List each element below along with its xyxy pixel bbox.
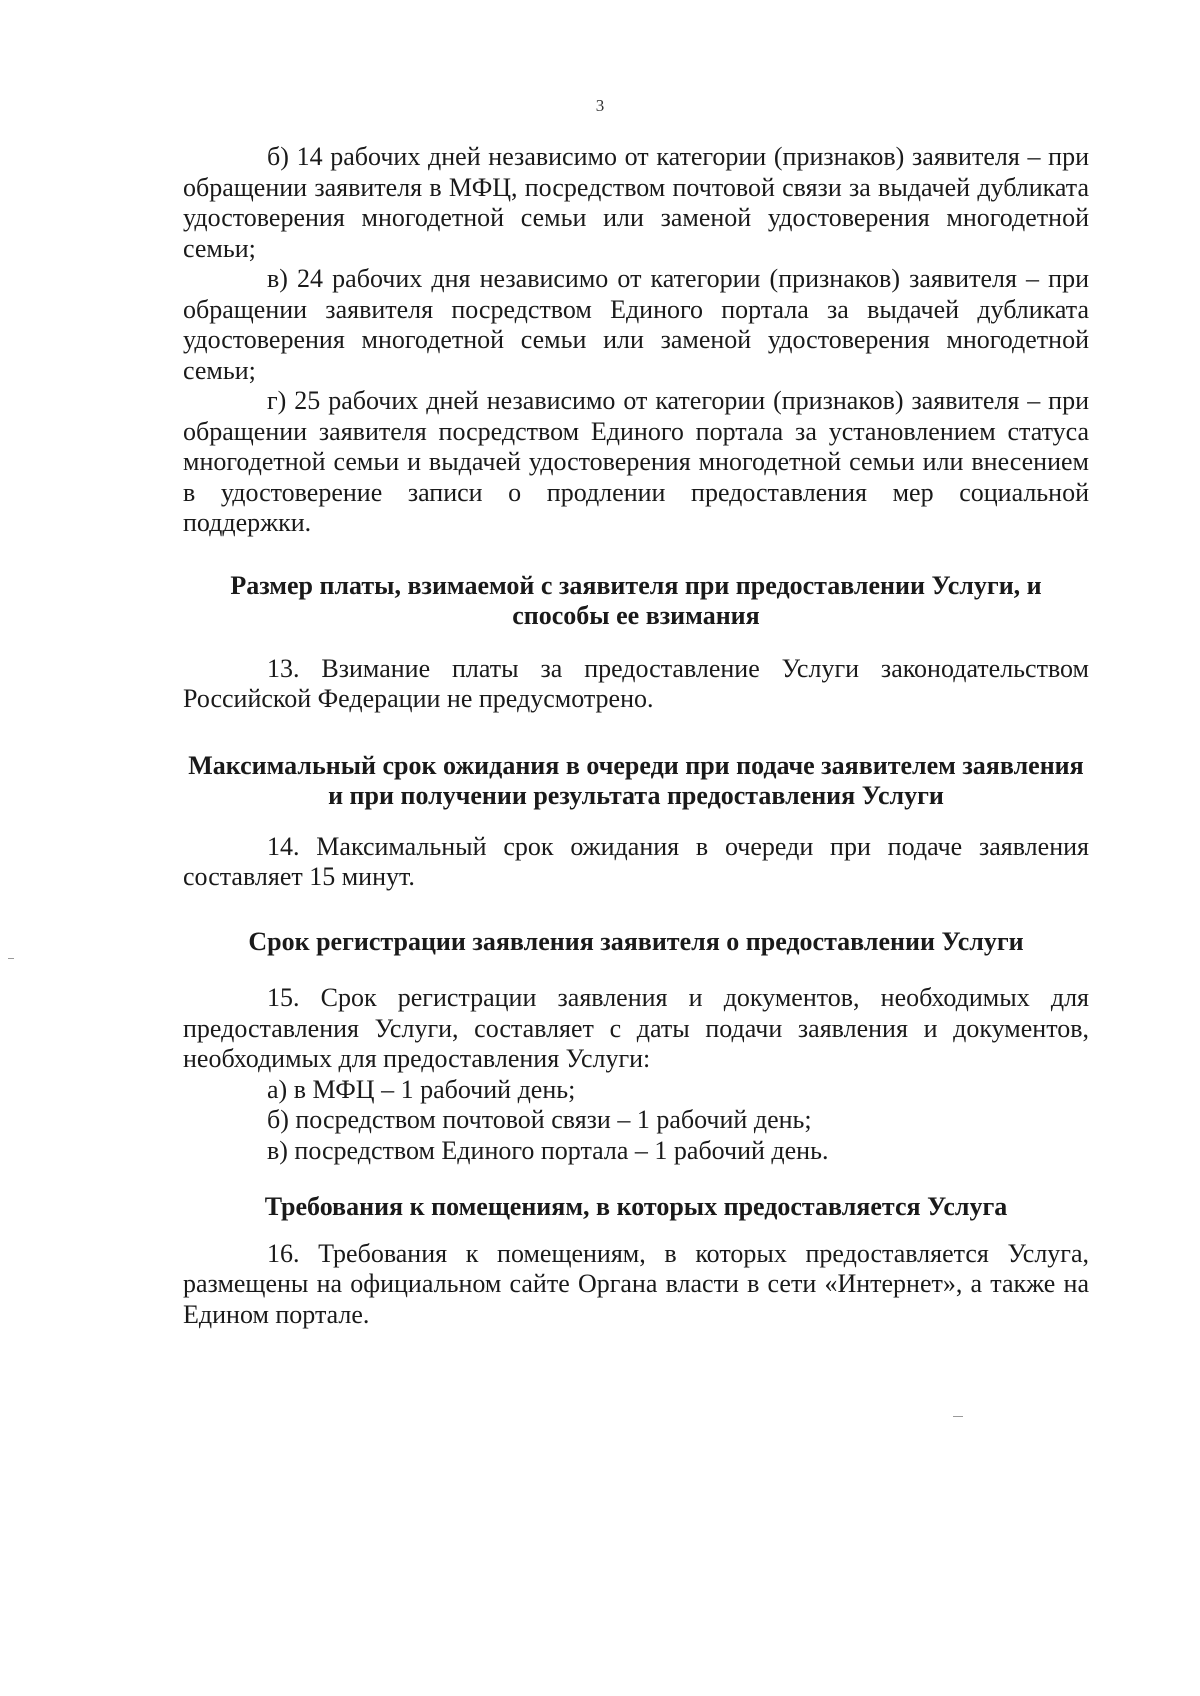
list-item-15b: б) посредством почтовой связи – 1 рабочий день; <box>267 1105 812 1134</box>
paragraph-12v: в) 24 рабочих дня независимо от категории (признаков) заявителя – при обращении заявителя посредством Единого портала за выдачей дубликата удостоверения многодетной семьи или заменой удостоверения многодетной семьи; <box>183 264 1089 385</box>
paragraph-14: 14. Максимальный срок ожидания в очереди при подаче заявления составляет 15 минут. <box>183 831 1089 891</box>
section-heading-queue: Максимальный срок ожидания в очереди при подаче заявителем заявления и при получении результата предоставления Услуги <box>188 750 1084 810</box>
paragraph-13: 13. Взимание платы за предоставление Услуги законодательством Российской Федерации не предусмотрено. <box>183 653 1089 713</box>
paragraph-15: 15. Срок регистрации заявления и документов, необходимых для предоставления Услуги, составляет с даты подачи заявления и документов, необходимых для предоставления Услуги: <box>183 983 1089 1073</box>
paragraph-16: 16. Требования к помещениям, в которых предоставляется Услуга, размещены на официальном сайте Органа власти в сети «Интернет», а также на Едином портале. <box>183 1238 1089 1329</box>
paragraph-12g: г) 25 рабочих дней независимо от категории (признаков) заявителя – при обращении заявителя посредством Единого портала за установлением статуса многодетной семьи и выдачей удостоверения многодетной семьи или внесением в удостоверение записи о продлении предоставления мер социальной поддержки. <box>183 386 1089 537</box>
list-item-15a: а) в МФЦ – 1 рабочий день; <box>267 1074 576 1104</box>
paragraph-12b: б) 14 рабочих дней независимо от категории (признаков) заявителя – при обращении заявителя в МФЦ, посредством почтовой связи за выдачей дубликата удостоверения многодетной семьи или заменой удостоверения многодетной семьи; <box>183 142 1089 263</box>
scan-mark <box>8 958 14 959</box>
scan-mark <box>953 1416 963 1417</box>
page-number: 3 <box>595 96 605 115</box>
section-heading-premises: Требования к помещениям, в которых предоставляется Услуга <box>264 1192 1008 1221</box>
document-body <box>183 142 1089 1330</box>
section-heading-registration: Срок регистрации заявления заявителя о предоставлении Услуги <box>248 926 1024 956</box>
section-heading-fee: Размер платы, взимаемой с заявителя при предоставлении Услуги, и способы ее взимания <box>230 570 1042 630</box>
list-item-15v: в) посредством Единого портала – 1 рабочий день. <box>267 1135 829 1165</box>
